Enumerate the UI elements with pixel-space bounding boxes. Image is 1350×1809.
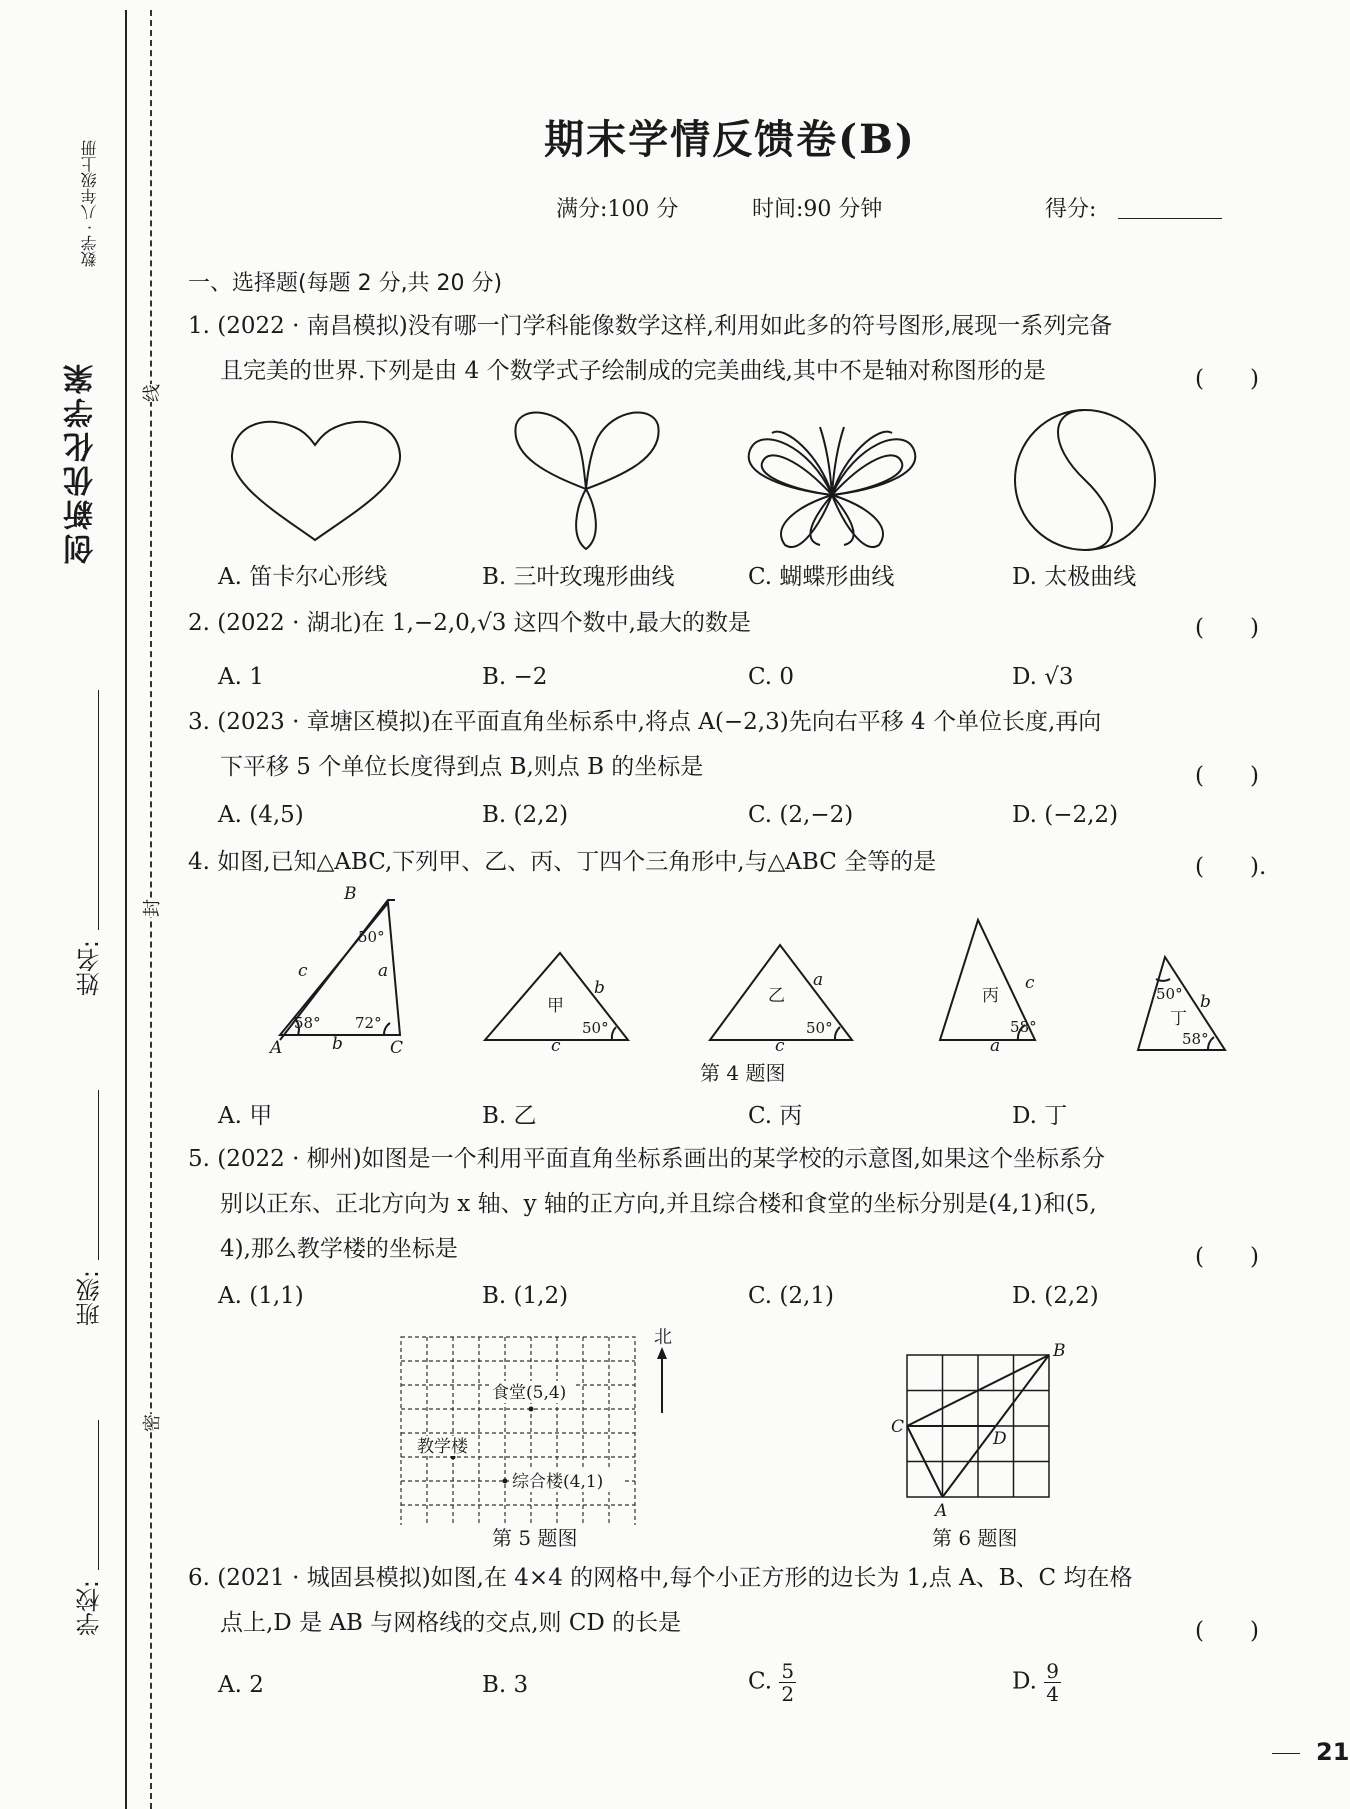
rose-curve [515,413,658,550]
taiji-curve [1015,410,1155,550]
q6-c-numerator: 5 [781,1659,795,1683]
bing-angle: 58° [1010,1018,1037,1036]
q2-answer-paren[interactable]: ( ) [1195,615,1259,641]
q6-caption: 第 6 题图 [932,1526,1018,1550]
q4-option-d[interactable]: D. 丁 [1012,1103,1068,1129]
q5-caption: 第 5 题图 [492,1526,578,1550]
side-c: c [298,961,308,981]
brand-logo: 创新优化学案 [64,360,99,564]
name-label: 姓名: [76,940,104,997]
cut-secret-mark: 密 [138,1414,164,1432]
ding-angle1: 50° [1156,985,1183,1003]
jia-side1: b [594,978,605,998]
q1-option-b[interactable]: B. 三叶玫瑰形曲线 [482,564,675,590]
side-b: b [332,1034,343,1054]
q6-option-d[interactable] [1012,1660,1061,1705]
q6-grid-figure [885,1340,1075,1520]
canteen-label: 食堂(5,4) [492,1383,567,1403]
page-number-rule [1272,1753,1300,1754]
q5-option-a[interactable]: A. (1,1) [218,1283,304,1309]
q6-answer-paren[interactable]: ( ) [1195,1618,1259,1644]
q5-option-c[interactable]: C. (2,1) [748,1283,834,1309]
q5-map-figure [395,1325,685,1525]
page-number: 21 [1316,1738,1350,1766]
q6-d-numerator: 9 [1046,1659,1059,1683]
north-arrow-icon [648,1325,688,1425]
jia-side2: c [551,1036,561,1056]
class-label: 班级: [76,1270,104,1327]
q6-line2: 点上,D 是 AB 与网格线的交点,则 CD 的长是 [220,1610,682,1636]
q2-option-d[interactable]: D. √3 [1012,664,1074,690]
binding-margin [0,0,163,1809]
q6-option-d-label: D. [1012,1668,1037,1695]
side-a: a [378,961,389,981]
label-c: C [390,1038,404,1058]
q1-option-a[interactable]: A. 笛卡尔心形线 [218,564,388,590]
q5-line3: 4),那么教学楼的坐标是 [220,1236,458,1262]
q3-answer-paren[interactable]: ( ) [1195,763,1259,789]
map-border [401,1337,635,1525]
jia-name: 甲 [547,996,564,1016]
label-a: A [270,1038,283,1058]
bing-side2: a [990,1036,1001,1056]
q5-line1: 5. (2022 · 柳州)如图是一个利用平面直角坐标系画出的某学校的示意图,如果这个坐标系分 [188,1146,1105,1172]
exam-time: 时间:90 分钟 [752,197,883,222]
q3-option-c[interactable]: C. (2,−2) [748,802,854,828]
q6-option-c-label: C. [748,1668,773,1695]
complex-dot [503,1479,508,1484]
q4-line1: 4. 如图,已知△ABC,下列甲、乙、丙、丁四个三角形中,与△ABC 全等的是 [188,849,937,875]
q6-label-b: B [1053,1341,1066,1361]
angle-c: 72° [355,1014,382,1032]
margin-solid-line [125,10,127,1809]
question-1 [188,304,1288,394]
q6-option-b[interactable]: B. 3 [482,1672,529,1698]
label-b: B [344,885,357,904]
q3-line2: 下平移 5 个单位长度得到点 B,则点 B 的坐标是 [220,754,704,780]
question-5 [188,1137,1288,1272]
school-field-line[interactable] [98,1420,99,1570]
q1-curves-figure [220,405,1180,555]
canteen-dot [529,1407,534,1412]
q3-line1: 3. (2023 · 章塘区模拟)在平面直角坐标系中,将点 A(−2,3)先向右平移 4 个单位长度,再向 [188,709,1102,735]
ding-angle2: 58° [1182,1030,1209,1048]
score-label: 得分: [1045,197,1097,222]
q6-label-d: D [993,1429,1007,1449]
north-label: 北 [654,1327,672,1348]
bing-name: 丙 [982,986,999,1006]
q4-caption: 第 4 题图 [700,1061,786,1085]
q4-option-b[interactable]: B. 乙 [482,1103,537,1129]
question-6 [188,1556,1288,1646]
book-subtitle: 数学 · 八年级上册 [80,140,99,268]
q3-option-d[interactable]: D. (−2,2) [1012,802,1119,828]
butterfly-curve [749,427,916,547]
q6-c-denominator: 2 [781,1682,795,1706]
angle-b: 50° [358,928,385,946]
question-2 [188,601,1288,646]
bing-side1: c [1025,973,1035,993]
q4-option-a[interactable]: A. 甲 [218,1103,273,1129]
ding-name: 丁 [1170,1009,1187,1029]
q6-option-c-fraction [779,1660,796,1705]
class-field-line[interactable] [98,1090,99,1260]
q1-line1: 1. (2022 · 南昌模拟)没有哪一门学科能像数学这样,利用如此多的符号图形,展现一系列完备 [188,313,1113,339]
q5-line2: 别以正东、正北方向为 x 轴、y 轴的正方向,并且综合楼和食堂的坐标分别是(4,1)和(5, [220,1191,1097,1217]
question-4 [188,840,1288,885]
q1-answer-paren[interactable]: ( ) [1195,366,1259,392]
q3-option-b[interactable]: B. (2,2) [482,802,569,828]
q6-d-denominator: 4 [1046,1682,1059,1706]
section-heading: 一、选择题(每题 2 分,共 20 分) [188,271,503,296]
q6-option-d-fraction [1044,1660,1061,1705]
q2-line1: 2. (2022 · 湖北)在 1,−2,0,√3 这四个数中,最大的数是 [188,610,751,636]
q6-label-c: C [891,1417,905,1437]
q1-option-c[interactable]: C. 蝴蝶形曲线 [748,564,895,590]
yi-side1: a [813,970,824,990]
q4-triangles-figure [260,885,1240,1060]
school-label: 学校: [76,1580,104,1637]
q6-line1: 6. (2021 · 城固县模拟)如图,在 4×4 的网格中,每个小正方形的边长为 1,点 A、B、C 均在格 [188,1565,1133,1591]
q2-option-a[interactable]: A. 1 [218,664,264,690]
complex-label: 综合楼(4,1) [512,1472,604,1492]
q5-option-d[interactable]: D. (2,2) [1012,1283,1099,1309]
q5-option-b[interactable]: B. (1,2) [482,1283,569,1309]
q5-answer-paren[interactable]: ( ) [1195,1244,1259,1270]
score-field-line[interactable] [1118,218,1222,219]
page-title: 期末学情反馈卷(B) [544,116,916,163]
jia-angle: 50° [582,1019,609,1037]
q6-option-c[interactable] [748,1660,796,1705]
q2-option-b[interactable]: B. −2 [482,664,548,690]
teaching-label: 教学楼 [417,1437,468,1457]
full-score: 满分:100 分 [556,197,679,222]
yi-angle: 50° [806,1019,833,1037]
q6-label-a: A [935,1501,948,1520]
angle-a: 58° [294,1014,321,1032]
question-3 [188,700,1288,790]
q1-option-d[interactable]: D. 太极曲线 [1012,564,1137,590]
cut-line-mark: 线 [138,384,164,402]
yi-side2: c [775,1036,785,1056]
q4-answer-paren[interactable]: ( ). [1195,854,1267,880]
ding-side1: b [1200,992,1211,1012]
name-field-line[interactable] [98,690,99,930]
q2-option-c[interactable]: C. 0 [748,664,795,690]
yi-name: 乙 [768,986,785,1006]
q6-option-a[interactable]: A. 2 [218,1672,264,1698]
heart-curve [232,422,400,540]
cut-seal-mark: 封 [138,899,164,917]
q3-option-a[interactable]: A. (4,5) [218,802,304,828]
q1-line2: 且完美的世界.下列是由 4 个数学式子绘制成的完美曲线,其中不是轴对称图形的是 [220,358,1046,384]
q4-option-c[interactable]: C. 丙 [748,1103,803,1129]
